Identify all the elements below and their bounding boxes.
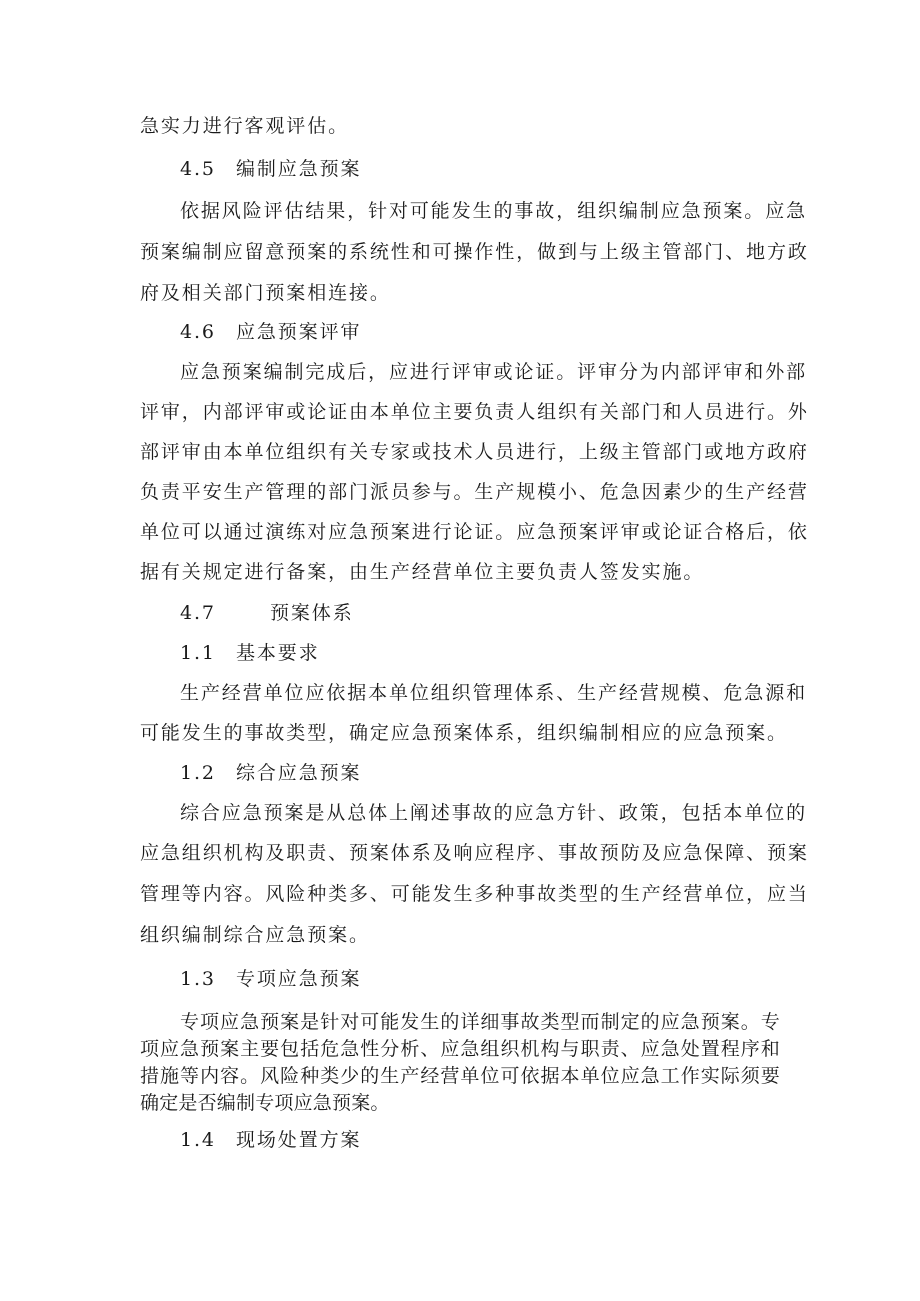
section-number: 4.5: [180, 158, 216, 180]
paragraph-line: 部评审由本单位组织有关专家或技术人员进行，上级主管部门或地方政府: [140, 441, 809, 463]
paragraph-line: 组织编制综合应急预案。: [140, 924, 370, 946]
paragraph-line: 可能发生的事故类型，确定应急预案体系，组织编制相应的应急预案。: [140, 722, 788, 744]
paragraph-line: 确定是否编制专项应急预案。: [140, 1092, 390, 1114]
paragraph-line: 生产经营单位应依据本单位组织管理体系、生产经营规模、危急源和: [180, 682, 808, 704]
section-title: 综合应急预案: [236, 762, 362, 784]
section-number: 1.2: [180, 762, 216, 784]
paragraph-line: 应急组织机构及职责、预案体系及响应程序、事故预防及应急保障、预案: [140, 842, 809, 864]
section-number: 1.1: [180, 642, 216, 664]
paragraph-line: 单位可以通过演练对应急预案进行论证。应急预案评审或论证合格后，依: [140, 521, 809, 543]
section-title: 预案体系: [270, 602, 354, 624]
section-heading-4-7: [180, 601, 354, 625]
section-heading-4-6: [180, 320, 361, 344]
section-number: 4.7: [180, 602, 216, 624]
paragraph-line: 评审，内部评审或论证由本单位主要负责人组织有关部门和人员进行。外: [140, 401, 809, 423]
section-title: 应急预案评审: [236, 321, 362, 343]
section-heading-1-1: [180, 641, 320, 665]
paragraph-line: 负责平安生产管理的部门派员参与。生产规模小、危急因素少的生产经营: [140, 481, 809, 503]
section-number: 1.3: [180, 968, 216, 990]
section-heading-4-5: [180, 157, 361, 181]
section-heading-1-2: [180, 761, 361, 785]
section-heading-1-4: [180, 1128, 361, 1152]
section-title: 现场处置方案: [236, 1129, 362, 1151]
paragraph-line: 专项应急预案是针对可能发生的详细事故类型而制定的应急预案。专: [180, 1011, 780, 1033]
paragraph-line: 依据风险评估结果，针对可能发生的事故，组织编制应急预案。应急: [180, 200, 808, 222]
section-title: 编制应急预案: [236, 158, 362, 180]
paragraph-line: 预案编制应留意预案的系统性和可操作性，做到与上级主管部门、地方政: [140, 241, 809, 263]
paragraph-line: 管理等内容。风险种类多、可能发生多种事故类型的生产经营单位，应当: [140, 883, 809, 905]
section-title: 专项应急预案: [236, 968, 362, 990]
paragraph-line: 急实力进行客观评估。: [140, 115, 350, 137]
section-title: 基本要求: [236, 642, 320, 664]
paragraph-line: 措施等内容。风险种类少的生产经营单位可依据本单位应急工作实际须要: [140, 1065, 780, 1087]
section-number: 1.4: [180, 1129, 216, 1151]
paragraph-line: 综合应急预案是从总体上阐述事故的应急方针、政策，包括本单位的: [180, 802, 808, 824]
paragraph-line: 据有关规定进行备案，由生产经营单位主要负责人签发实施。: [140, 561, 705, 583]
section-number: 4.6: [180, 321, 216, 343]
section-heading-1-3: [180, 967, 361, 991]
paragraph-line: 项应急预案主要包括危急性分析、应急组织机构与职责、应急处置程序和: [140, 1038, 780, 1060]
paragraph-line: 府及相关部门预案相连接。: [140, 282, 391, 304]
paragraph-line: 应急预案编制完成后，应进行评审或论证。评审分为内部评审和外部: [180, 361, 808, 383]
